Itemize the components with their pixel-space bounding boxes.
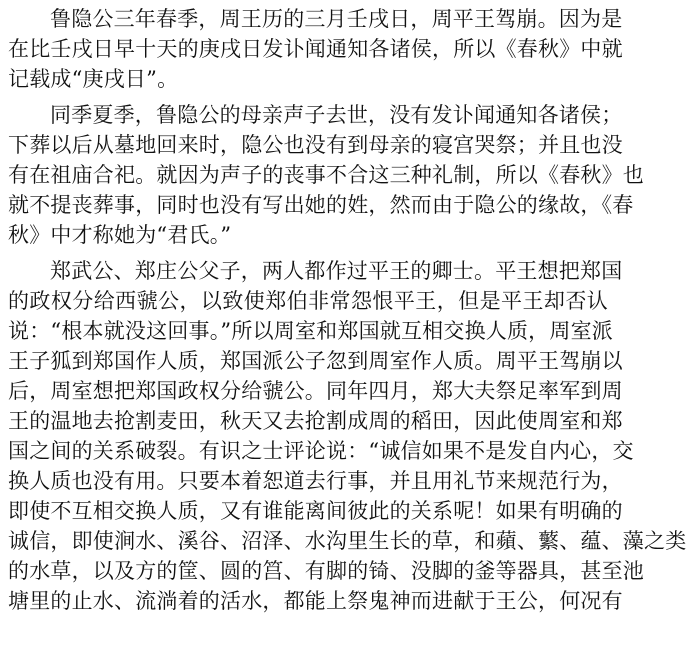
- text-line: 即使不互相交换人质，又有谁能离间彼此的关系呢！如果有明确的: [8, 499, 623, 523]
- text-line: 鲁隐公三年春季，周王历的三月壬戌日，周平王驾崩。因为是: [50, 7, 623, 31]
- text-line: 有在祖庙合祀。就因为声子的丧事不合这三种礼制，所以《春秋》也: [8, 163, 644, 187]
- text-line: 记载成“庚戌日”。: [8, 67, 179, 91]
- text-line: 换人质也没有用。只要本着恕道去行事，并且用礼节来规范行为，: [8, 469, 623, 493]
- text-line: 下葬以后从墓地回来时，隐公也没有到母亲的寝宫哭祭；并且也没: [8, 133, 623, 157]
- paragraph-2: [8, 100, 644, 250]
- text-line: 后，周室想把郑国政权分给虢公。同年四月，郑大夫祭足率军到周: [8, 379, 623, 403]
- text-line: 就不提丧葬事，同时也没有写出她的姓，然而由于隐公的缘故，《春: [8, 193, 634, 217]
- text-line: 的政权分给西虢公，以致使郑伯非常怨恨平王，但是平王却否认: [8, 289, 608, 313]
- text-line: 的水草，以及方的筐、圆的筥、有脚的锜、没脚的釜等器具，甚至池: [8, 559, 644, 583]
- text-line: 郑武公、郑庄公父子，两人都作过平王的卿士。平王想把郑国: [50, 259, 623, 283]
- text-line: 说：“根本就没这回事。”所以周室和郑国就互相交换人质，周室派: [8, 319, 613, 343]
- text-line: 塘里的止水、流淌着的活水，都能上祭鬼神而进献于王公，何况有: [8, 589, 623, 613]
- text-line: 秋》中才称她为“君氏。”: [8, 223, 232, 247]
- text-line: 国之间的关系破裂。有识之士评论说：“诚信如果不是发自内心，交: [8, 439, 634, 463]
- text-line: 同季夏季，鲁隐公的母亲声子去世，没有发讣闻通知各诸侯；: [50, 103, 623, 127]
- paragraph-3: [8, 256, 686, 616]
- text-line: 王的温地去抢割麦田，秋天又去抢割成周的稻田，因此使周室和郑: [8, 409, 623, 433]
- paragraph-1: [8, 4, 623, 94]
- text-line: 在比壬戌日早十天的庚戌日发讣闻通知各诸侯，所以《春秋》中就: [8, 37, 623, 61]
- text-line: 诚信，即使涧水、溪谷、沼泽、水沟里生长的草，和蘋、蘩、蕴、藻之类: [8, 529, 686, 553]
- text-line: 王子狐到郑国作人质，郑国派公子忽到周室作人质。周平王驾崩以: [8, 349, 623, 373]
- document-page: [8, 4, 686, 659]
